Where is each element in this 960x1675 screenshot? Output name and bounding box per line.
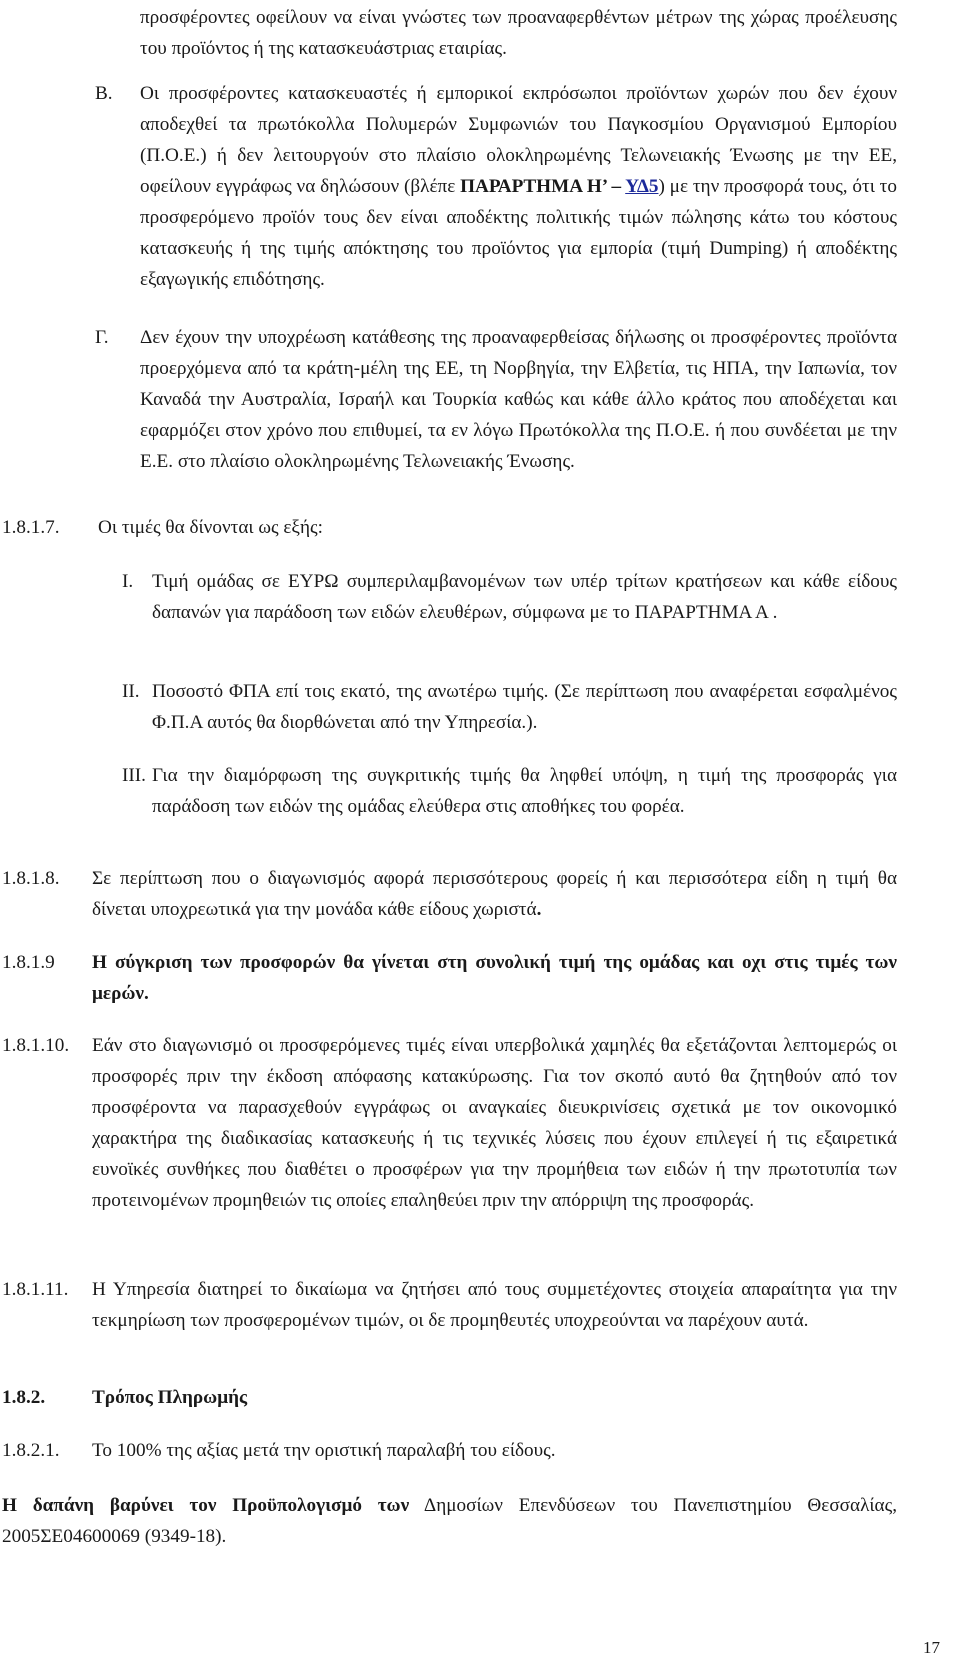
section-1819-paragraph: Η σύγκριση των προσφορών θα γίνεται στη συνολική τιμή της ομάδας και οχι στις τιμές των μερών. — [92, 952, 897, 1004]
yd5-link[interactable]: ΥΔ5 — [625, 176, 659, 197]
list-item-number: III. — [122, 765, 146, 786]
section-182-number: 1.8.2. — [2, 1387, 46, 1408]
list-item-number: II. — [122, 681, 140, 702]
section-1817-text: Οι τιμές θα δίνονται ως εξής: — [98, 517, 323, 538]
intro-paragraph: προσφέροντες οφείλουν να είναι γνώστες των προαναφερθέντων μέτρων της χώρας προέλευσης του προϊόντος ή της κατασκευάστριας εταιρίας. — [140, 7, 897, 59]
annex-dash: – — [606, 176, 626, 197]
budget-bold-text: Η δαπάνη βαρύνει τον Προϋπολογισμό των — [2, 1495, 410, 1516]
section-1819-number: 1.8.1.9 — [2, 952, 55, 973]
list-item-text: Τιμή ομάδας σε ΕΥΡΩ συμπεριλαμβανομένων των υπέρ τρίτων κρατήσεων και κάθε είδους δαπανών για παράδοση των ειδών ελευθέρων, σύμφωνα με το ΠΑΡΑΡΤΗΜΑ Α . — [152, 571, 897, 623]
section-b-label: Β. — [95, 83, 113, 104]
section-18110-number: 1.8.1.10. — [2, 1035, 70, 1056]
section-1818-text: Σε περίπτωση που ο διαγωνισμός αφορά περισσότερους φορείς ή και περισσότερα είδη η τιμή θα δίνεται υποχρεωτικά για την μονάδα κάθε είδους χωριστά — [92, 868, 897, 920]
section-18111-number: 1.8.1.11. — [2, 1279, 69, 1300]
section-1821-number: 1.8.2.1. — [2, 1440, 60, 1461]
page-number: 17 — [923, 1638, 940, 1657]
section-18111-paragraph: Η Υπηρεσία διατηρεί το δικαίωμα να ζητήσει από τους συμμετέχοντες στοιχεία απαραίτητα για την τεκμηρίωση των προσφερομένων τιμών, οι δε προμηθευτές υποχρεούνται να παρέχουν αυτά. — [92, 1279, 897, 1331]
section-1817-number: 1.8.1.7. — [2, 517, 60, 538]
section-1818-period: . — [536, 899, 542, 920]
annex-h-reference: ΠΑΡΑΡΤΗΜΑ Η’ — [460, 176, 607, 197]
list-item-text: Για την διαμόρφωση της συγκριτικής τιμής θα ληφθεί υπόψη, η τιμή της προσφοράς για παράδοση των ειδών της ομάδας ελεύθερα στις αποθήκες του φορέα. — [152, 765, 897, 817]
list-item-text: Ποσοστό ΦΠΑ επί τοις εκατό, της ανωτέρω τιμής. (Σε περίπτωση που αναφέρεται εσφαλμένος Φ.Π.Α αυτός θα διορθώνεται από την Υπηρεσία.). — [152, 681, 897, 733]
budget-normal-text: Δημοσίων Επενδύσεων του Πανεπιστημίου Θεσσαλίας, 2005ΣΕ04600069 (9349-18). — [2, 1495, 897, 1547]
section-b-paragraph — [140, 78, 897, 295]
list-item-number: I. — [122, 571, 134, 592]
section-g-paragraph: Δεν έχουν την υποχρέωση κατάθεσης της προαναφερθείσας δήλωσης οι προσφέροντες προϊόντα προερχόμενα από τα κράτη-μέλη της ΕΕ, τη Νορβηγία, την Ελβετία, τις ΗΠΑ, την Ιαπωνία, τον Καναδά την Αυστραλία, Ισραήλ και Τουρκία καθώς και κάθε άλλο κράτος που αποδέχεται και εφαρμόζει στον χρόνο που επιθυμεί, τα εν λόγω Πρωτόκολλα της Π.Ο.Ε. ή που συνδέεται με την Ε.Ε. στο πλαίσιο ολοκληρωμένης Τελωνειακής Ένωσης. — [140, 327, 897, 472]
section-b-text-b: ) με την προσφορά τους, ότι το προσφερόμενο προϊόν τους δεν είναι αποδέκτης πολιτικής τιμών πώλησης κάτω του κόστους κατασκευής ή της τιμής απόκτησης του προϊόντος για εμπορία (τιμή Dumping) ή αποδέκτης εξαγωγικής επιδότησης. — [140, 176, 897, 290]
section-g-label: Γ. — [95, 327, 109, 348]
budget-paragraph — [2, 1490, 897, 1552]
section-1821-text: Το 100% της αξίας μετά την οριστική παραλαβή του είδους. — [92, 1440, 556, 1461]
section-182-title: Τρόπος Πληρωμής — [92, 1387, 248, 1408]
section-1818-number: 1.8.1.8. — [2, 868, 60, 889]
section-1818-paragraph — [92, 863, 897, 925]
section-18110-paragraph: Εάν στο διαγωνισμό οι προσφερόμενες τιμές είναι υπερβολικά χαμηλές θα εξετάζονται λεπτομερώς οι προσφορές πριν την έκδοση απόφασης κατακύρωσης. Για τον σκοπό αυτό θα ζητηθούν από τον προσφέροντα να παρασχεθούν εγγράφως οι αναγκαίες διευκρινίσεις σχετικά με τον οικονομικό χαρακτήρα της διαδικασίας κατασκευής ή τις τεχνικές λύσεις που έχουν επιλεγεί ή τις εξαιρετικά ευνοϊκές συνθήκες που διαθέτει ο προσφέρων για την προμήθεια των ειδών ή την πρωτοτυπία των προτεινομένων προμηθειών τις οποίες επαληθεύει πριν την απόρριψη της προσφοράς. — [92, 1035, 897, 1211]
section-b-text-a: Οι προσφέροντες κατασκευαστές ή εμπορικοί εκπρόσωποι προϊόντων χωρών που δεν έχουν αποδεχθεί τα πρωτόκολλα Πολυμερών Συμφωνιών του Παγκοσμίου Οργανισμού Εμπορίου (Π.Ο.Ε.) ή δεν λειτουργούν στο πλαίσιο ολοκληρωμένης Τελωνειακής Ένωσης με την ΕΕ, οφείλουν εγγράφως να δηλώσουν (βλέπε — [140, 83, 897, 197]
